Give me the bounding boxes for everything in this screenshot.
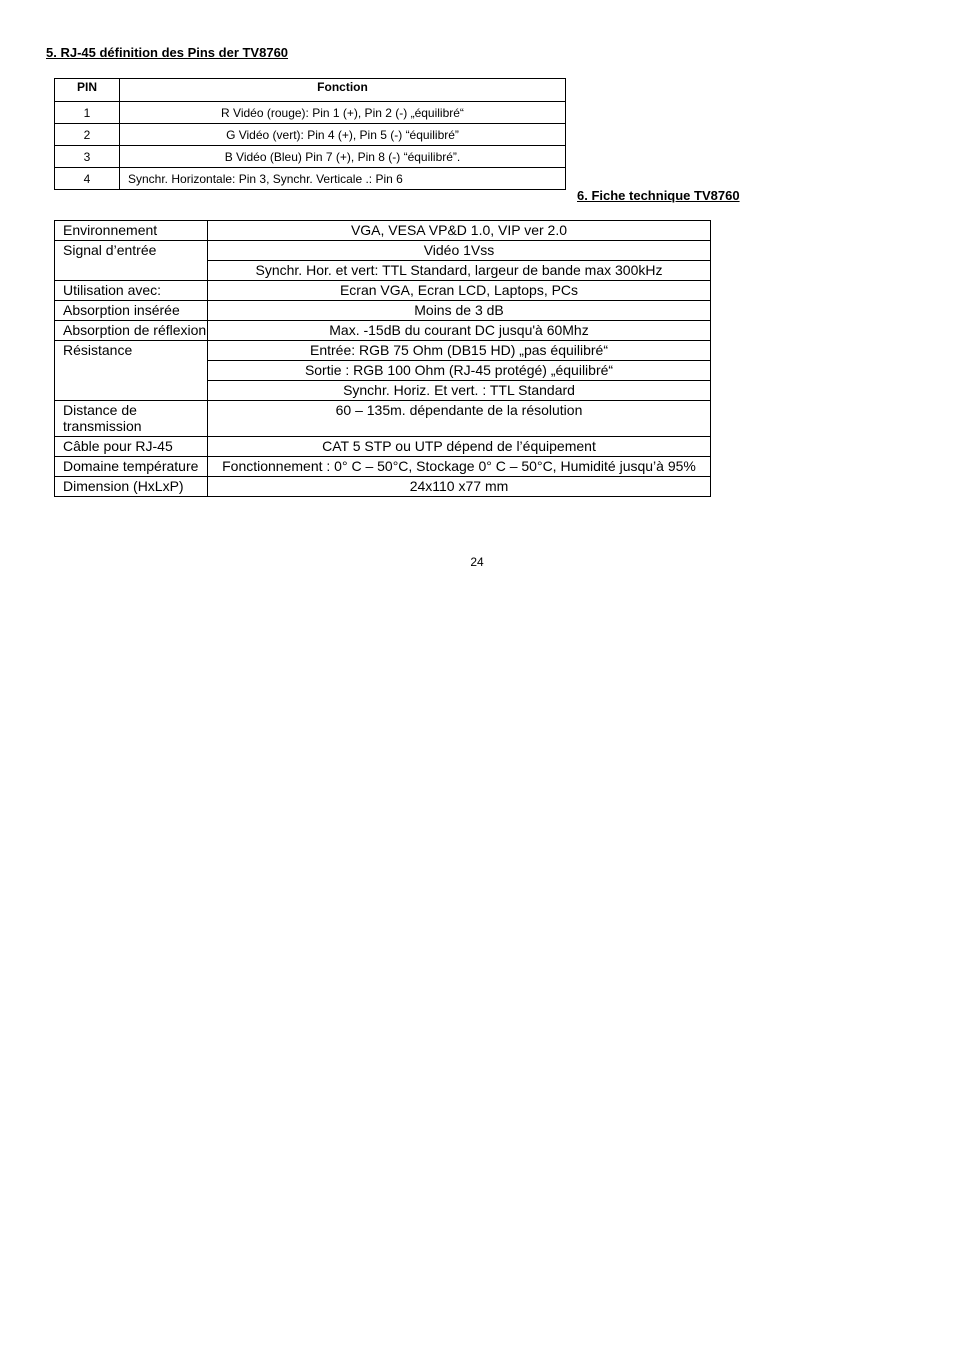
spec-value: Ecran VGA, Ecran LCD, Laptops, PCs xyxy=(208,281,711,301)
spec-label: Signal d’entrée xyxy=(55,241,208,281)
spec-value: Sortie : RGB 100 Ohm (RJ-45 protégé) „équilibré“ xyxy=(208,361,711,381)
spec-value: Fonctionnement : 0° C – 50°C, Stockage 0° C – 50°C, Humidité jusqu’à 95% xyxy=(208,457,711,477)
spec-label: Distance de transmission xyxy=(55,401,208,437)
pin-number: 4 xyxy=(55,168,120,190)
spec-value: Moins de 3 dB xyxy=(208,301,711,321)
rj45-pin-table xyxy=(54,78,566,190)
spec-label: Utilisation avec: xyxy=(55,281,208,301)
table-row xyxy=(55,281,711,301)
table-row xyxy=(55,102,566,124)
spec-label: Résistance xyxy=(55,341,208,401)
table-row xyxy=(55,168,566,190)
pin-number: 1 xyxy=(55,102,120,124)
pin-number: 2 xyxy=(55,124,120,146)
spec-value: Synchr. Hor. et vert: TTL Standard, largeur de bande max 300kHz xyxy=(208,261,711,281)
spec-value: VGA, VESA VP&D 1.0, VIP ver 2.0 xyxy=(208,221,711,241)
section-5-heading: 5. RJ-45 définition des Pins der TV8760 xyxy=(46,45,289,60)
spec-label: Domaine température xyxy=(55,457,208,477)
spec-label: Absorption de réflexion xyxy=(55,321,208,341)
function-column-header: Fonction xyxy=(120,79,566,102)
table-row xyxy=(55,321,711,341)
spec-label: Environnement xyxy=(55,221,208,241)
table-row xyxy=(55,437,711,457)
spec-label: Absorption insérée xyxy=(55,301,208,321)
section-6-heading: 6. Fiche technique TV8760 xyxy=(577,188,740,203)
table-row xyxy=(55,146,566,168)
table-row xyxy=(55,477,711,497)
pin-column-header: PIN xyxy=(55,79,120,102)
spec-value: Entrée: RGB 75 Ohm (DB15 HD) „pas équilibré“ xyxy=(208,341,711,361)
spec-value: Synchr. Horiz. Et vert. : TTL Standard xyxy=(208,381,711,401)
spec-value: 60 – 135m. dépendante de la résolution xyxy=(208,401,711,437)
spec-sheet-table xyxy=(54,220,711,497)
table-header-row xyxy=(55,79,566,102)
pin-function: Synchr. Horizontale: Pin 3, Synchr. Verticale .: Pin 6 xyxy=(120,168,566,190)
table-row xyxy=(55,221,711,241)
table-row xyxy=(55,341,711,361)
table-row xyxy=(55,124,566,146)
pin-function: G Vidéo (vert): Pin 4 (+), Pin 5 (-) “équilibré” xyxy=(120,124,566,146)
table-row xyxy=(55,241,711,261)
table-row xyxy=(55,401,711,437)
spec-value: 24x110 x77 mm xyxy=(208,477,711,497)
spec-value: Vidéo 1Vss xyxy=(208,241,711,261)
page-number: 24 xyxy=(470,555,484,569)
pin-function: B Vidéo (Bleu) Pin 7 (+), Pin 8 (-) “équilibré”. xyxy=(120,146,566,168)
pin-function: R Vidéo (rouge): Pin 1 (+), Pin 2 (-) „équilibré“ xyxy=(120,102,566,124)
table-row xyxy=(55,457,711,477)
spec-value: Max. -15dB du courant DC jusqu'à 60Mhz xyxy=(208,321,711,341)
pin-number: 3 xyxy=(55,146,120,168)
spec-label: Câble pour RJ-45 xyxy=(55,437,208,457)
spec-label: Dimension (HxLxP) xyxy=(55,477,208,497)
table-row xyxy=(55,301,711,321)
spec-value: CAT 5 STP ou UTP dépend de l’équipement xyxy=(208,437,711,457)
